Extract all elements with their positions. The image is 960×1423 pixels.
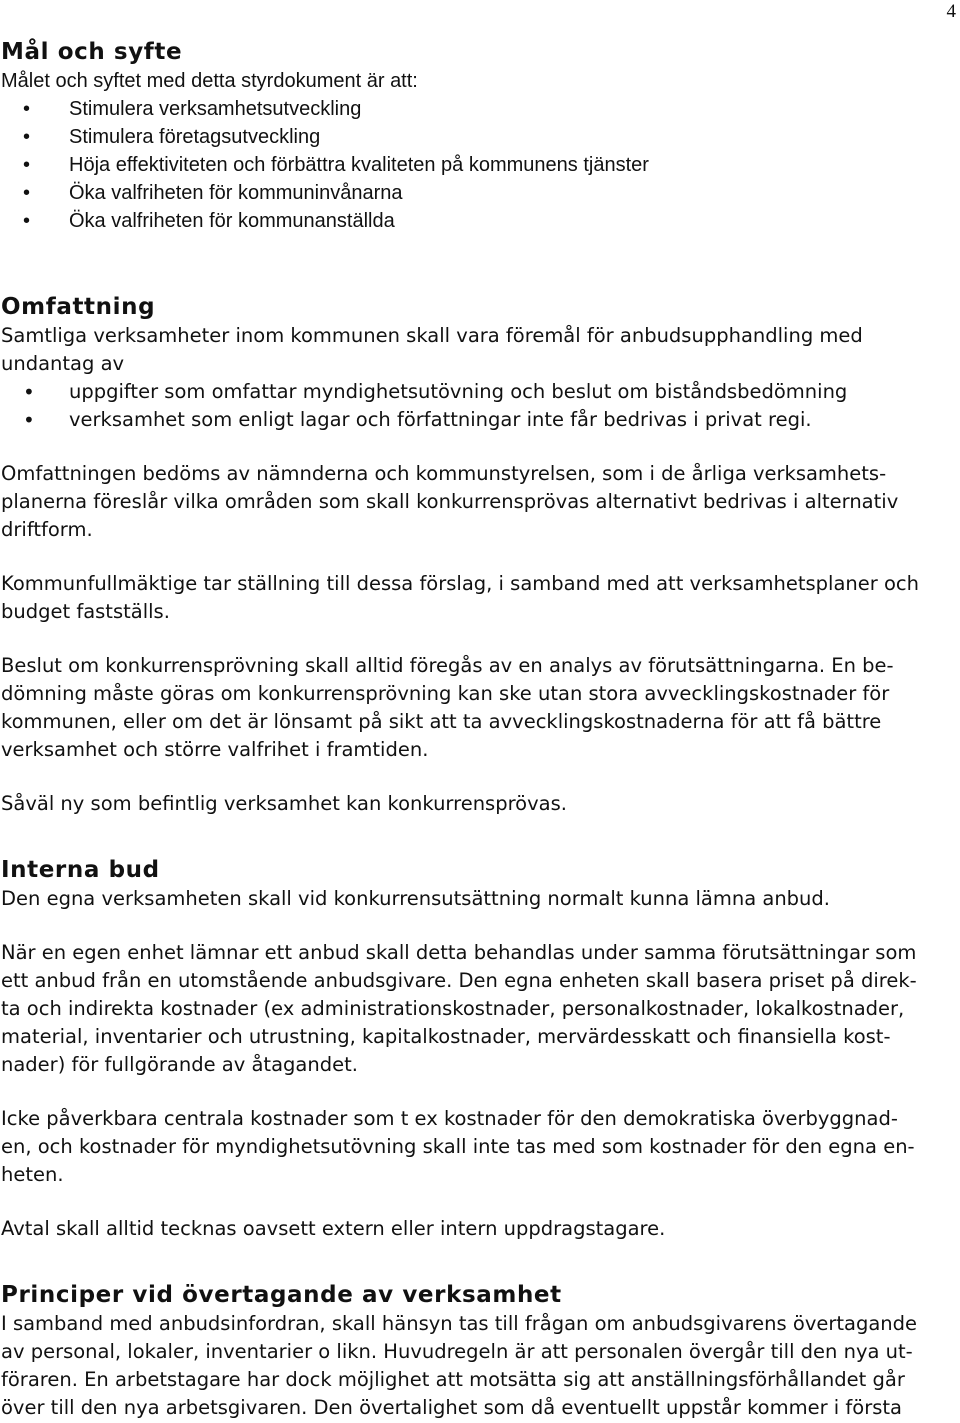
text-line: planerna föreslår vilka områden som skall konkurrensprövas alternativt bedrivas i alternativ [1,490,899,513]
text-line: kommunen, eller om det är lönsamt på sikt att ta avvecklingskostnaderna för att få bättre [1,710,882,733]
text-line: Såväl ny som befintlig verksamhet kan konkurrensprövas. [1,792,567,815]
text-line: över till den nya arbetsgivaren. Den övertalighet som då eventuellt uppstår kommer i första [1,1396,902,1419]
page-number: 4 [946,1,956,22]
text-line: heten. [1,1163,64,1186]
list-item: • Stimulera verksamhetsutveckling [1,95,649,123]
list-item: • uppgifter som omfattar myndighetsutövning och beslut om biståndsbedömning [1,378,919,406]
text-line: Kommunfullmäktige tar ställning till dessa förslag, i samband med att verksamhetsplaner och [1,572,919,595]
text-line: av personal, lokaler, inventarier o likn. Huvudregeln är att personalen övergår till den nya ut- [1,1340,913,1363]
list-item: • Stimulera företagsutveckling [1,123,649,151]
text-line: Avtal skall alltid tecknas oavsett extern eller intern uppdragstagare. [1,1217,666,1240]
text-line: Omfattningen bedöms av nämnderna och kommunstyrelsen, som i de årliga verksamhets- [1,462,887,485]
list-item: • Öka valfriheten för kommuninvånarna [1,179,649,207]
text-line: Den egna verksamheten skall vid konkurrensutsättning normalt kunna lämna anbud. [1,887,830,910]
goal-list [1,95,649,235]
section-mal-och-syfte [1,37,649,235]
text-line: nader) för fullgörande av åtagandet. [1,1053,358,1076]
list-item: • Öka valfriheten för kommunanställda [1,207,649,235]
text-line: Beslut om konkurrensprövning skall alltid föregås av en analys av förutsättningarna. En be- [1,654,894,677]
text-line: budget fastställs. [1,600,170,623]
exception-list [1,378,919,434]
text-line: en, och kostnader för myndighetsutövning skall inte tas med som kostnader för den egna en- [1,1135,915,1158]
section-interna-bud [1,855,917,1243]
text-line: undantag av [1,352,125,375]
text-line: När en egen enhet lämnar ett anbud skall detta behandlas under samma förutsättningar som [1,941,917,964]
text-line: Samtliga verksamheter inom kommunen skall vara föremål för anbudsupphandling med [1,324,863,347]
section-heading: Principer vid övertagande av verksamhet [1,1282,562,1308]
text-line: I samband med anbudsinfordran, skall hänsyn tas till frågan om anbudsgivarens övertagande [1,1312,918,1335]
text-line: Icke påverkbara centrala kostnader som t ex kostnader för den demokratiska överbyggnad- [1,1107,898,1130]
text-line: verksamhet och större valfrihet i framtiden. [1,738,429,761]
list-item: • verksamhet som enligt lagar och författningar inte får bedrivas i privat regi. [1,406,919,434]
section-heading: Interna bud [1,857,160,883]
text-line: ett anbud från en utomstående anbudsgivare. Den egna enheten skall basera priset på direk- [1,969,917,992]
section-lead: Målet och syftet med detta styrdokument är att: [1,70,418,92]
section-heading: Omfattning [1,294,156,320]
text-line: föraren. En arbetstagare har dock möjlighet att motsätta sig att anställningsförhållandet går [1,1368,905,1391]
section-omfattning [1,292,919,818]
section-principer [1,1280,917,1422]
text-line: material, inventarier och utrustning, kapitalkostnader, mervärdesskatt och finansiella kost- [1,1025,891,1048]
list-item: • Höja effektiviteten och förbättra kvaliteten på kommunens tjänster [1,151,649,179]
text-line: driftform. [1,518,93,541]
text-line: ta och indirekta kostnader (ex administrationskostnader, personalkostnader, lokalkostnader, [1,997,905,1020]
text-line: dömning måste göras om konkurrensprövning kan ske utan stora avvecklingskostnader för [1,682,890,705]
section-heading: Mål och syfte [1,39,183,65]
